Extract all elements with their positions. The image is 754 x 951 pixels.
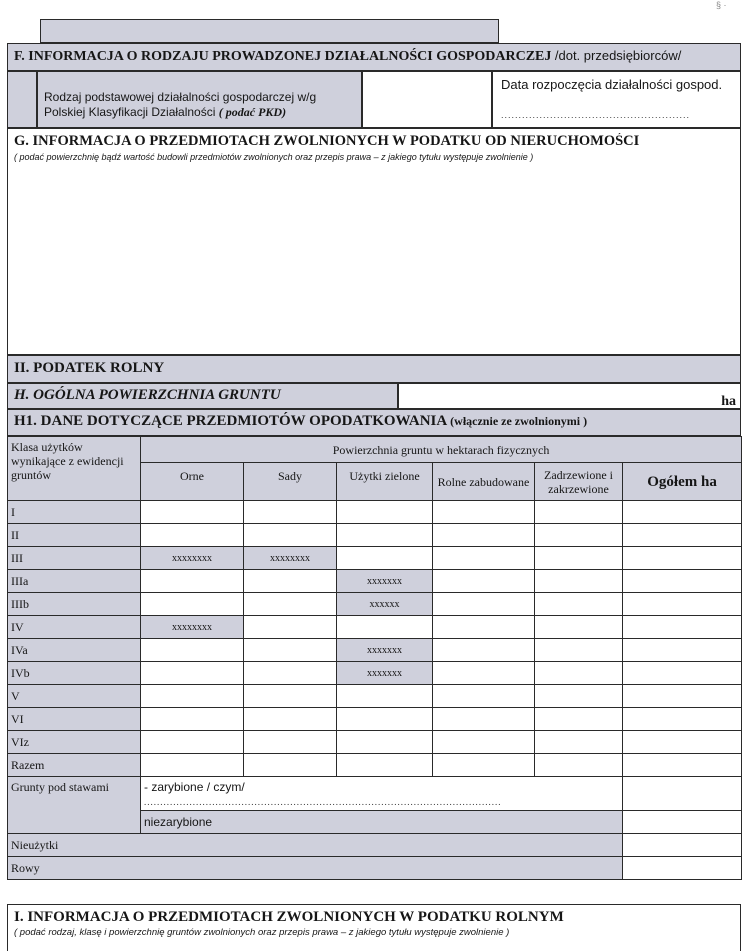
row-class-label: V bbox=[8, 685, 141, 708]
table-cell[interactable] bbox=[623, 524, 742, 547]
table-cell: xxxxxxx bbox=[337, 570, 433, 593]
row-class-label: IIIa bbox=[8, 570, 141, 593]
table-cell[interactable] bbox=[244, 662, 337, 685]
table-cell[interactable] bbox=[244, 524, 337, 547]
row-class-label: IVb bbox=[8, 662, 141, 685]
table-cell[interactable] bbox=[535, 593, 623, 616]
table-row bbox=[8, 639, 742, 662]
table-cell[interactable] bbox=[535, 524, 623, 547]
wasteland-label: Nieużytki bbox=[8, 834, 623, 857]
table-row bbox=[8, 754, 742, 777]
row-class-label: II bbox=[8, 524, 141, 547]
total-area-input[interactable] bbox=[398, 383, 741, 409]
section-h1-header bbox=[7, 409, 741, 436]
section-g-title: G. INFORMACJA O PRZEDMIOTACH ZWOLNIONYCH W PODATKU OD NIERUCHOMOŚCI bbox=[14, 133, 640, 149]
table-cell[interactable] bbox=[337, 501, 433, 524]
table-cell[interactable] bbox=[433, 639, 535, 662]
table-cell[interactable] bbox=[535, 639, 623, 662]
section-f-title: F. INFORMACJA O RODZAJU PROWADZONEJ DZIAŁALNOŚCI GOSPODARCZEJ bbox=[14, 49, 552, 64]
table-cell: xxxxxxx bbox=[337, 662, 433, 685]
table-row bbox=[8, 731, 742, 754]
row-class-label: VIz bbox=[8, 731, 141, 754]
table-cell[interactable] bbox=[535, 662, 623, 685]
table-cell[interactable] bbox=[141, 593, 244, 616]
table-cell[interactable] bbox=[623, 662, 742, 685]
table-cell[interactable] bbox=[141, 570, 244, 593]
ponds-stocked-label: - zarybione / czym/ bbox=[144, 780, 245, 794]
start-date-label: Data rozpoczęcia działalności gospod. bbox=[501, 77, 723, 92]
col-header-uzytki-zielone: Użytki zielone bbox=[337, 463, 433, 501]
ponds-stocked-total[interactable] bbox=[623, 777, 742, 811]
table-cell[interactable] bbox=[244, 685, 337, 708]
table-cell[interactable] bbox=[141, 662, 244, 685]
col-header-sady: Sady bbox=[244, 463, 337, 501]
table-cell[interactable] bbox=[141, 754, 244, 777]
class-column-header: Klasa użytków wynikające z ewidencji gruntów bbox=[8, 437, 141, 501]
section-h-title: H. OGÓLNA POWIERZCHNIA GRUNTU bbox=[14, 387, 281, 403]
table-cell[interactable] bbox=[337, 754, 433, 777]
table-row bbox=[8, 616, 742, 639]
section-f-left-margin bbox=[7, 71, 37, 128]
row-class-label: IV bbox=[8, 616, 141, 639]
table-cell[interactable] bbox=[244, 501, 337, 524]
section-h1-title-suffix: (włącznie ze zwolnionymi ) bbox=[450, 414, 588, 428]
ponds-stocked-dots: .............................................................................................................. bbox=[144, 797, 502, 807]
activity-label-pkd: ( podać PKD) bbox=[218, 105, 287, 119]
table-cell[interactable] bbox=[535, 501, 623, 524]
table-cell[interactable] bbox=[535, 685, 623, 708]
table-cell[interactable] bbox=[623, 708, 742, 731]
wasteland-total[interactable] bbox=[623, 834, 742, 857]
table-cell[interactable] bbox=[141, 501, 244, 524]
table-cell[interactable] bbox=[433, 708, 535, 731]
table-cell[interactable] bbox=[337, 616, 433, 639]
table-cell[interactable] bbox=[141, 685, 244, 708]
table-cell[interactable] bbox=[244, 731, 337, 754]
table-cell[interactable] bbox=[433, 616, 535, 639]
table-cell[interactable] bbox=[535, 754, 623, 777]
table-cell[interactable] bbox=[244, 754, 337, 777]
row-class-label: VI bbox=[8, 708, 141, 731]
table-row bbox=[8, 547, 742, 570]
section-ii-title: II. PODATEK ROLNY bbox=[14, 360, 165, 376]
start-date-field[interactable] bbox=[492, 71, 741, 128]
table-cell[interactable] bbox=[141, 524, 244, 547]
col-header-ogolem: Ogółem ha bbox=[623, 463, 742, 501]
table-cell[interactable] bbox=[337, 731, 433, 754]
table-row bbox=[8, 524, 742, 547]
table-cell[interactable] bbox=[337, 685, 433, 708]
table-cell[interactable] bbox=[244, 593, 337, 616]
table-row bbox=[8, 593, 742, 616]
table-cell: xxxxxxxx bbox=[141, 547, 244, 570]
table-cell[interactable] bbox=[535, 731, 623, 754]
table-cell[interactable] bbox=[623, 501, 742, 524]
activity-label-line1: Rodzaj podstawowej działalności gospodarczej w/g bbox=[44, 90, 317, 104]
area-header: Powierzchnia gruntu w hektarach fizycznych bbox=[141, 437, 742, 463]
section-i-subtitle: ( podać rodzaj, klasę i powierzchnię gruntów zwolnionych oraz przepis prawa – z jakiego tytułu występuje zwolnienie ) bbox=[14, 927, 510, 938]
col-header-rolne-zabudowane: Rolne zabudowane bbox=[433, 463, 535, 501]
table-cell[interactable] bbox=[623, 547, 742, 570]
table-cell[interactable] bbox=[337, 547, 433, 570]
table-cell: xxxxxxx bbox=[337, 639, 433, 662]
table-cell[interactable] bbox=[141, 639, 244, 662]
table-cell[interactable] bbox=[433, 685, 535, 708]
section-g-subtitle: ( podać powierzchnię bądź wartość budowli przedmiotów zwolnionych oraz przepis prawa – z jakiego tytułu występuje zwolnienie ) bbox=[14, 152, 534, 162]
col-header-orne: Orne bbox=[141, 463, 244, 501]
table-cell[interactable] bbox=[623, 570, 742, 593]
table-cell[interactable] bbox=[337, 524, 433, 547]
table-cell[interactable] bbox=[141, 731, 244, 754]
table-row bbox=[8, 662, 742, 685]
table-cell[interactable] bbox=[433, 731, 535, 754]
section-i-box[interactable] bbox=[7, 904, 741, 951]
table-cell[interactable] bbox=[535, 547, 623, 570]
section-f-header bbox=[7, 43, 741, 71]
table-cell: xxxxxxxx bbox=[141, 616, 244, 639]
total-area-unit: ha bbox=[721, 394, 736, 409]
table-cell[interactable] bbox=[244, 570, 337, 593]
table-cell[interactable] bbox=[623, 731, 742, 754]
table-cell[interactable] bbox=[141, 708, 244, 731]
section-h-header bbox=[7, 383, 398, 409]
table-row bbox=[8, 708, 742, 731]
row-class-label: Razem bbox=[8, 754, 141, 777]
row-class-label: I bbox=[8, 501, 141, 524]
activity-label-line2: Polskiej Klasyfikacji Działalności bbox=[44, 105, 216, 119]
table-cell[interactable] bbox=[433, 662, 535, 685]
activity-type-input[interactable] bbox=[362, 71, 492, 128]
activity-type-label bbox=[37, 71, 362, 128]
section-h1-title: H1. DANE DOTYCZĄCE PRZEDMIOTÓW OPODATKOWANIA bbox=[14, 413, 447, 429]
table-cell[interactable] bbox=[535, 570, 623, 593]
table-cell[interactable] bbox=[433, 547, 535, 570]
row-class-label: IIIb bbox=[8, 593, 141, 616]
ditches-label: Rowy bbox=[8, 857, 623, 880]
table-cell[interactable] bbox=[623, 616, 742, 639]
row-class-label: IVa bbox=[8, 639, 141, 662]
corner-marks: § · bbox=[716, 0, 727, 10]
start-date-dots: ...................................................... bbox=[501, 110, 691, 120]
ponds-label: Grunty pod stawami bbox=[8, 777, 141, 834]
row-class-label: III bbox=[8, 547, 141, 570]
table-cell[interactable] bbox=[433, 593, 535, 616]
table-cell[interactable] bbox=[244, 639, 337, 662]
col-header-zadrzewione: Zadrzewione i zakrzewione bbox=[535, 463, 623, 501]
table-cell[interactable] bbox=[535, 616, 623, 639]
table-cell: xxxxxx bbox=[337, 593, 433, 616]
table-cell[interactable] bbox=[244, 616, 337, 639]
table-row bbox=[8, 570, 742, 593]
section-f-title-suffix: /dot. przedsiębiorców/ bbox=[554, 48, 682, 63]
ponds-unstocked-total[interactable] bbox=[623, 811, 742, 834]
table-cell[interactable] bbox=[623, 639, 742, 662]
land-class-table bbox=[7, 436, 742, 880]
table-cell: xxxxxxxx bbox=[244, 547, 337, 570]
table-cell[interactable] bbox=[433, 570, 535, 593]
table-row bbox=[8, 685, 742, 708]
table-cell[interactable] bbox=[623, 685, 742, 708]
table-cell[interactable] bbox=[244, 708, 337, 731]
table-cell[interactable] bbox=[535, 708, 623, 731]
table-cell[interactable] bbox=[623, 754, 742, 777]
ditches-total[interactable] bbox=[623, 857, 742, 880]
section-i-title: I. INFORMACJA O PRZEDMIOTACH ZWOLNIONYCH W PODATKU ROLNYM bbox=[14, 909, 564, 925]
table-cell[interactable] bbox=[433, 524, 535, 547]
top-strip bbox=[40, 19, 499, 43]
section-g-box[interactable] bbox=[7, 128, 741, 355]
table-row bbox=[8, 501, 742, 524]
table-cell[interactable] bbox=[623, 593, 742, 616]
ponds-unstocked-label: niezarybione bbox=[141, 811, 623, 834]
section-ii-header bbox=[7, 355, 741, 383]
ponds-stocked-field[interactable] bbox=[141, 777, 623, 811]
table-cell[interactable] bbox=[433, 501, 535, 524]
table-cell[interactable] bbox=[433, 754, 535, 777]
table-cell[interactable] bbox=[337, 708, 433, 731]
